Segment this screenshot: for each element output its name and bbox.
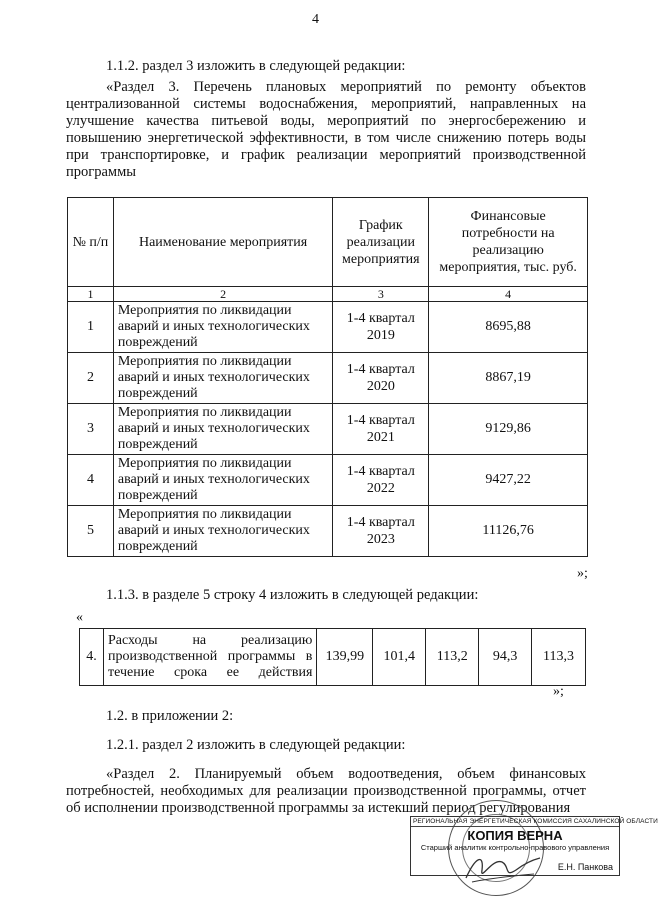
stamp-organization: РЕГИОНАЛЬНАЯ ЭНЕРГЕТИЧЕСКАЯ КОМИССИЯ САХАЛИНСКОЙ ОБЛАСТИ [413, 818, 658, 825]
row-schedule: 1-4 квартал 2021 [333, 404, 429, 455]
stamp-position: Старший аналитик контрольно-правового управления [420, 843, 610, 852]
section-1-2-heading: 1.2. в приложении 2: [106, 708, 234, 724]
row-schedule: 1-4 квартал 2023 [333, 506, 429, 557]
page-number: 4 [312, 12, 319, 27]
stamp-title: КОПИЯ ВЕРНА [467, 828, 563, 843]
section-1-2-1-heading: 1.2.1. раздел 2 изложить в следующей редакции: [106, 737, 406, 753]
expenses-row-table [79, 628, 586, 686]
header-name: Наименование мероприятия [113, 198, 332, 287]
row-num: 5 [68, 506, 114, 557]
table-row [68, 353, 588, 404]
header-num: № п/п [68, 198, 114, 287]
section-1-1-3-heading: 1.1.3. в разделе 5 строку 4 изложить в следующей редакции: [106, 587, 479, 603]
column-number-row [68, 287, 588, 302]
row-name: Расходы на реализацию производственной программы в течение срока ее действия [103, 629, 316, 686]
row-value: 113,3 [532, 629, 586, 686]
section-3-intro: «Раздел 3. Перечень плановых мероприятий по ремонту объектов централизованной системы водоснабжения, мероприятий, направленных на улучшение качества питьевой воды, мероприятий по энергосбережению и повышению энергетической эффективности, в том числе снижению потерь воды при транспортировке, и график реализации мероприятий производственной программы [66, 79, 586, 180]
row-name: Мероприятия по ликвидации аварий и иных технологических повреждений [113, 302, 332, 353]
header-schedule: График реализации мероприятия [333, 198, 429, 287]
stamp-signer: Е.Н. Панкова [557, 862, 613, 872]
col-number: 3 [333, 287, 429, 302]
table-row [68, 506, 588, 557]
row-finance: 9427,22 [429, 455, 588, 506]
row-name: Мероприятия по ликвидации аварий и иных технологических повреждений [113, 404, 332, 455]
row-finance: 8695,88 [429, 302, 588, 353]
row-num: 2 [68, 353, 114, 404]
handwritten-signature-icon [462, 848, 542, 888]
measures-table [67, 197, 588, 557]
row-value: 101,4 [373, 629, 426, 686]
col-number: 4 [429, 287, 588, 302]
table1-closing-quote: »; [577, 566, 588, 581]
row-num: 4. [80, 629, 104, 686]
row-schedule: 1-4 квартал 2019 [333, 302, 429, 353]
row-value: 113,2 [426, 629, 479, 686]
table2-open-quote: « [76, 610, 83, 625]
col-number: 2 [113, 287, 332, 302]
header-finance: Финансовые потребности на реализацию мероприятия, тыс. руб. [429, 198, 588, 287]
row-finance: 11126,76 [429, 506, 588, 557]
table-row [68, 455, 588, 506]
table-row [68, 302, 588, 353]
row-name: Мероприятия по ликвидации аварий и иных технологических повреждений [113, 506, 332, 557]
col-number: 1 [68, 287, 114, 302]
table-header-row [68, 198, 588, 287]
row-schedule: 1-4 квартал 2020 [333, 353, 429, 404]
table2-closing-quote: »; [553, 684, 564, 699]
row-schedule: 1-4 квартал 2022 [333, 455, 429, 506]
row-finance: 8867,19 [429, 353, 588, 404]
row-name: Мероприятия по ликвидации аварий и иных технологических повреждений [113, 353, 332, 404]
table-row [80, 629, 586, 686]
table-row [68, 404, 588, 455]
row-num: 4 [68, 455, 114, 506]
row-num: 3 [68, 404, 114, 455]
section-1-1-2-heading: 1.1.2. раздел 3 изложить в следующей редакции: [106, 58, 406, 74]
row-finance: 9129,86 [429, 404, 588, 455]
row-value: 94,3 [479, 629, 532, 686]
section-2-intro: «Раздел 2. Планируемый объем водоотведения, объем финансовых потребностей, необходимых для реализации производственной программы, отчет об исполнении производственной программы за истекший период регулирования [66, 766, 586, 816]
row-num: 1 [68, 302, 114, 353]
row-value: 139,99 [317, 629, 373, 686]
row-name: Мероприятия по ликвидации аварий и иных технологических повреждений [113, 455, 332, 506]
